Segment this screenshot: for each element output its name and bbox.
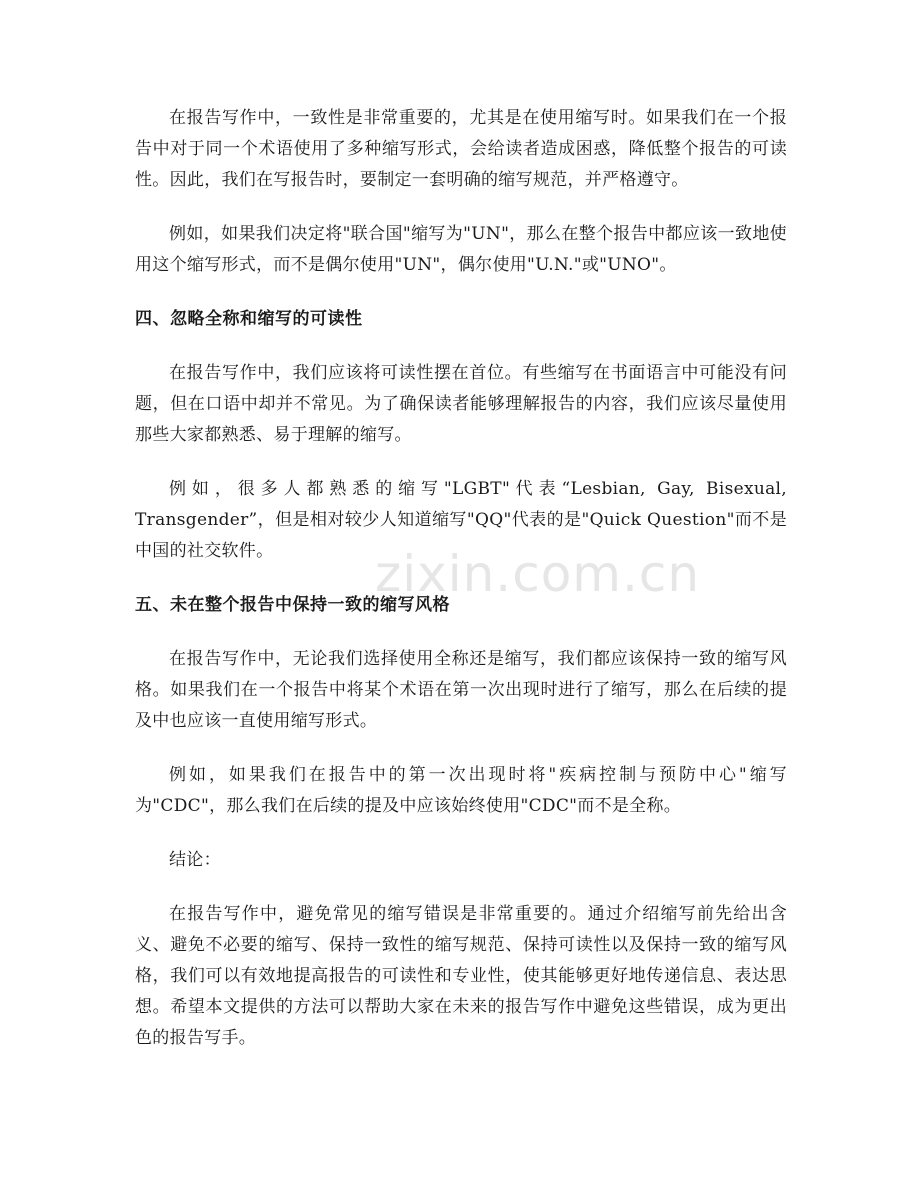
section-heading: 五、未在整个报告中保持一致的缩写风格 — [135, 595, 450, 615]
paragraph: 例如，很多人都熟悉的缩写"LGBT"代表“Lesbian, Gay, Bisexual, Transgender”，但是相对较少人知道缩写"QQ"代表的是"Quick Question"而不是中国的社交软件。 — [135, 479, 787, 561]
paragraph: 在报告写作中，一致性是非常重要的，尤其是在使用缩写时。如果我们在一个报告中对于同一个术语使用了多种缩写形式，会给读者造成困惑，降低整个报告的可读性。因此，我们在写报告时，要制定一套明确的缩写规范，并严格遵守。 — [135, 108, 787, 190]
paragraph: 例如，如果我们在报告中的第一次出现时将"疾病控制与预防中心"缩写为"CDC"，那么我们在后续的提及中应该始终使用"CDC"而不是全称。 — [135, 765, 787, 816]
paragraph: 例如，如果我们决定将"联合国"缩写为"UN"，那么在整个报告中都应该一致地使用这个缩写形式，而不是偶尔使用"UN"，偶尔使用"U.N."或"UNO"。 — [135, 224, 787, 275]
section-heading: 四、忽略全称和缩写的可读性 — [135, 309, 363, 329]
paragraph: 在报告写作中，无论我们选择使用全称还是缩写，我们都应该保持一致的缩写风格。如果我们在一个报告中将某个术语在第一次出现时进行了缩写，那么在后续的提及中也应该一直使用缩写形式。 — [135, 649, 787, 731]
conclusion-label: 结论： — [169, 850, 221, 870]
paragraph: 在报告写作中，我们应该将可读性摆在首位。有些缩写在书面语言中可能没有问题，但在口语中却并不常见。为了确保读者能够理解报告的内容，我们应该尽量使用那些大家都熟悉、易于理解的缩写。 — [135, 363, 787, 445]
paragraph: 在报告写作中，避免常见的缩写错误是非常重要的。通过介绍缩写前先给出含义、避免不必要的缩写、保持一致性的缩写规范、保持可读性以及保持一致的缩写风格，我们可以有效地提高报告的可读性和专业性，使其能够更好地传递信息、表达思想。希望本文提供的方法可以帮助大家在未来的报告写作中避免这些错误，成为更出色的报告写手。 — [135, 904, 787, 1048]
watermark: zixin.com.cn — [375, 545, 701, 603]
document-body — [135, 103, 787, 1077]
